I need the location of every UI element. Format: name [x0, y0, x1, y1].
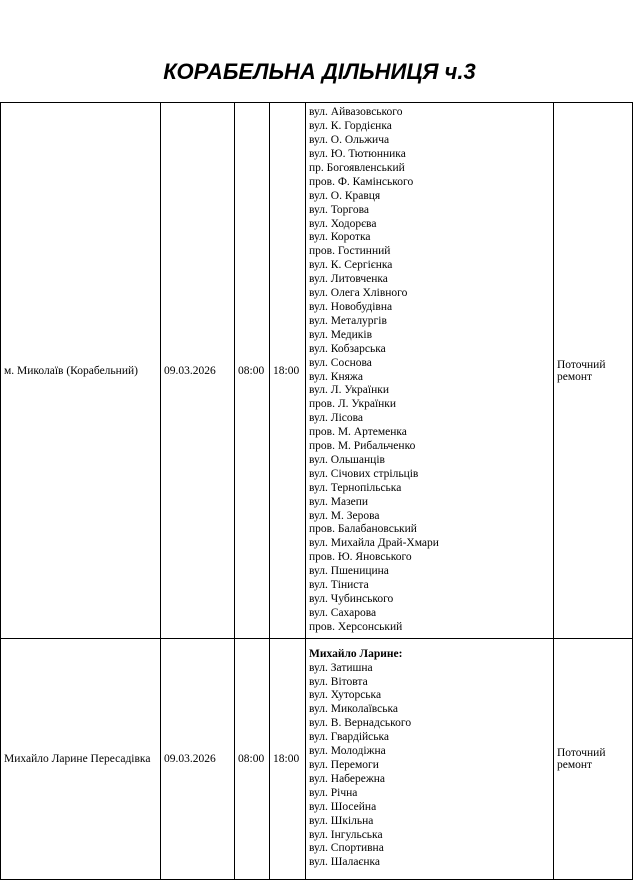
- street-item: вул. М. Зерова: [309, 509, 380, 522]
- street-item: пров. Ю. Яновського: [309, 551, 412, 564]
- street-item: вул. Княжа: [309, 370, 363, 383]
- street-item: вул. Мазепи: [309, 495, 369, 508]
- street-item: вул. Ходорєва: [309, 217, 377, 230]
- work-type-cell: Поточний ремонт: [554, 103, 633, 639]
- street-item: пров. Гостинний: [309, 245, 391, 258]
- settlement-subheading: Михайло Ларине:: [309, 647, 403, 660]
- street-item: вул. Ю. Тютюнника: [309, 148, 406, 160]
- street-item: вул. Перемоги: [309, 759, 379, 771]
- street-item: вул. В. Вернадського: [309, 717, 412, 730]
- street-item: вул. Кобзарська: [309, 342, 386, 355]
- street-item: вул. Чубинського: [309, 593, 394, 605]
- page-title: КОРАБЕЛЬНА ДІЛЬНИЦЯ ч.3: [163, 59, 476, 84]
- outage-schedule-table: [0, 102, 633, 880]
- end-time-cell: 18:00: [270, 103, 306, 639]
- street-item: вул. Олега Хлівного: [309, 287, 408, 300]
- street-item: вул. О. Ольжича: [309, 134, 390, 147]
- street-item: вул. Тіниста: [309, 579, 369, 592]
- street-item: пров. Херсонський: [309, 620, 403, 633]
- street-item: вул. О. Кравця: [309, 189, 381, 202]
- street-item: вул. Лісова: [309, 412, 364, 425]
- street-item: вул. Спортивна: [309, 842, 384, 855]
- street-item: вул. Коротка: [309, 231, 371, 244]
- street-item: вул. Торгова: [309, 203, 369, 216]
- street-item: вул. Шалаєнка: [309, 856, 381, 869]
- street-item: вул. Металургів: [309, 314, 387, 327]
- street-item: вул. Пшеницина: [309, 565, 389, 578]
- street-list: [309, 662, 550, 871]
- street-item: пров. Ф. Камінського: [309, 175, 414, 188]
- street-item: вул. Молодіжна: [309, 745, 386, 758]
- end-time-cell: 18:00: [270, 639, 306, 880]
- street-item: пров. Л. Українки: [309, 398, 397, 411]
- street-item: вул. Вітовта: [309, 675, 368, 688]
- street-item: вул. Л. Українки: [309, 384, 389, 397]
- start-time-cell: 08:00: [235, 103, 270, 639]
- streets-cell: [306, 639, 554, 880]
- street-item: вул. Новобудівна: [309, 300, 393, 313]
- street-item: вул. Ольшанців: [309, 453, 385, 466]
- start-time-cell: 08:00: [235, 639, 270, 880]
- street-item: вул. Сахарова: [309, 606, 377, 619]
- street-item: вул. Січових стрільців: [309, 467, 419, 480]
- street-item: вул. Набережна: [309, 772, 386, 785]
- table-row: [1, 103, 633, 639]
- street-item: пров. М. Артеменка: [309, 426, 407, 439]
- street-item: вул. Річна: [309, 786, 358, 799]
- street-item: пров. М. Рибальченко: [309, 440, 416, 453]
- street-item: вул. Затишна: [309, 661, 373, 674]
- street-item: вул. К. Сергієнка: [309, 259, 393, 272]
- street-item: вул. Інгульська: [309, 828, 383, 841]
- street-item: вул. К. Гордієнка: [309, 120, 392, 133]
- location-text: Михайло Ларине Пересадівка: [4, 753, 151, 765]
- streets-cell: [306, 103, 554, 639]
- street-item: вул. Хуторська: [309, 689, 382, 702]
- location-text: м. Миколаїв (Корабельний): [4, 364, 138, 377]
- street-item: вул. Айвазовського: [309, 106, 403, 119]
- street-item: вул. Шосейна: [309, 800, 377, 813]
- location-cell: [1, 103, 161, 639]
- street-item: вул. Тернопільська: [309, 481, 402, 494]
- street-item: вул. Литовченка: [309, 273, 388, 286]
- location-cell: [1, 639, 161, 880]
- table-row: [1, 639, 633, 880]
- street-item: вул. Гвардійська: [309, 731, 390, 744]
- street-item: вул. Медиків: [309, 328, 373, 341]
- street-item: вул. Михайла Драй-Хмари: [309, 537, 439, 550]
- date-cell: 09.03.2026: [161, 103, 235, 639]
- street-item: вул. Миколаївська: [309, 703, 399, 716]
- street-item: вул. Соснова: [309, 356, 372, 369]
- date-cell: 09.03.2026: [161, 639, 235, 880]
- work-type-cell: Поточний ремонт: [554, 639, 633, 880]
- street-item: пр. Богоявленський: [309, 161, 405, 174]
- street-item: пров. Балабановський: [309, 523, 417, 536]
- street-list: [309, 106, 550, 634]
- street-item: вул. Шкільна: [309, 814, 374, 827]
